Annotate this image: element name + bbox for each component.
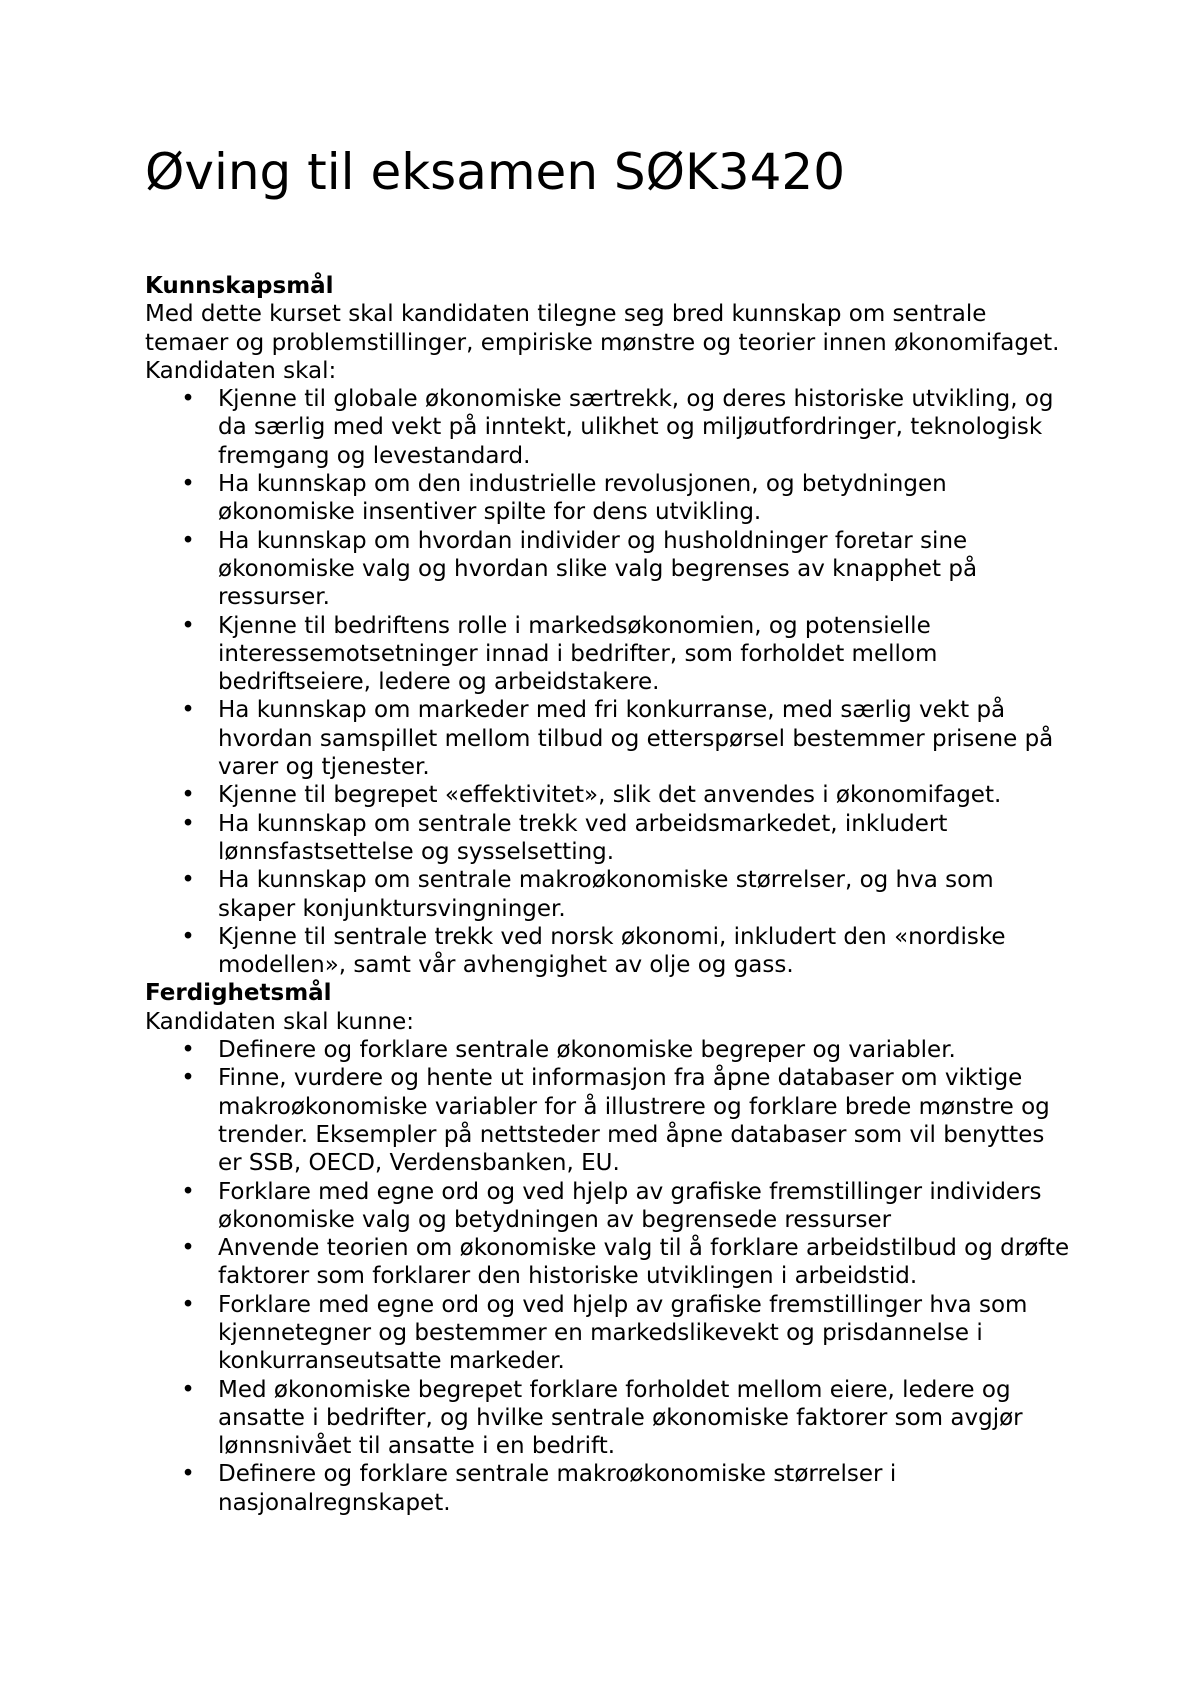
list-item bbox=[181, 810, 1075, 867]
bullet-icon: • bbox=[181, 923, 195, 950]
bullet-icon: • bbox=[181, 1037, 195, 1064]
list-item-text: Kjenne til bedriftens rolle i markedsøkonomien, og potensielle interessemotsetninger innad i bedrifter, som forholdet mellom bedriftseiere, ledere og arbeidstakere. bbox=[218, 612, 938, 696]
list-item-text: Kjenne til begrepet «effektivitet», slik det anvendes i økonomifaget. bbox=[218, 782, 1002, 809]
bullet-icon: • bbox=[181, 386, 195, 413]
list-item-text: Kjenne til globale økonomiske særtrekk, og deres historiske utvikling, og da særlig med vekt på inntekt, ulikhet og miljøutfordringer, teknologisk fremgang og levestandard. bbox=[218, 386, 1054, 469]
knowledge-intro: Med dette kurset skal kandidaten tilegne seg bred kunnskap om sentrale temaer og problemstillinger, empiriske mønstre og teorier innen økonomifaget. Kandidaten skal: bbox=[145, 301, 1060, 384]
list-item bbox=[181, 1064, 1075, 1177]
skills-heading: Ferdighetsmål bbox=[145, 980, 332, 1007]
document-body bbox=[145, 272, 1075, 1517]
page-title: Øving til eksamen SØK3420 bbox=[145, 143, 846, 201]
list-item-text: Forklare med egne ord og ved hjelp av grafiske fremstillinger individers økonomiske valg og betydningen av begrensede ressurser bbox=[218, 1178, 1042, 1233]
list-item-text: Ha kunnskap om hvordan individer og husholdninger foretar sine økonomiske valg og hvordan slike valg begrenses av knapphet på ressurser. bbox=[218, 527, 978, 611]
bullet-icon: • bbox=[181, 1235, 195, 1262]
bullet-icon: • bbox=[181, 612, 195, 639]
bullet-icon: • bbox=[181, 697, 195, 724]
bullet-icon: • bbox=[181, 867, 195, 894]
skills-list bbox=[145, 1036, 1075, 1517]
bullet-icon: • bbox=[181, 782, 195, 809]
skills-intro: Kandidaten skal kunne: bbox=[145, 1008, 415, 1035]
knowledge-list bbox=[145, 385, 1075, 979]
list-item-text: Ha kunnskap om markeder med fri konkurranse, med særlig vekt på hvordan samspillet mellom tilbud og etterspørsel bestemmer prisene på varer og tjenester. bbox=[218, 697, 1054, 781]
bullet-icon: • bbox=[181, 527, 195, 554]
list-item-text: Ha kunnskap om sentrale trekk ved arbeidsmarkedet, inkludert lønnsfastsettelse og sysselsetting. bbox=[218, 810, 948, 865]
list-item bbox=[181, 696, 1075, 781]
bullet-icon: • bbox=[181, 1376, 195, 1403]
list-item bbox=[181, 470, 1075, 527]
list-item bbox=[181, 1178, 1075, 1235]
list-item-text: Finne, vurdere og hente ut informasjon fra åpne databaser om viktige makroøkonomiske variabler for å illustrere og forklare brede mønstre og trender. Eksempler på nettsteder med åpne databaser som vil benyttes er SSB, OECD, Verdensbanken, EU. bbox=[218, 1065, 1050, 1177]
list-item bbox=[181, 1460, 1075, 1517]
list-item-text: Ha kunnskap om sentrale makroøkonomiske størrelser, og hva som skaper konjunktursvingninger. bbox=[218, 867, 994, 922]
bullet-icon: • bbox=[181, 471, 195, 498]
list-item bbox=[181, 781, 1075, 809]
list-item bbox=[181, 1291, 1075, 1376]
list-item-text: Ha kunnskap om den industrielle revolusjonen, og betydningen økonomiske insentiver spilte for dens utvikling. bbox=[218, 471, 947, 526]
list-item bbox=[181, 612, 1075, 697]
list-item bbox=[181, 866, 1075, 923]
list-item bbox=[181, 1234, 1075, 1291]
list-item-text: Anvende teorien om økonomiske valg til å forklare arbeidstilbud og drøfte faktorer som forklarer den historiske utviklingen i arbeidstid. bbox=[218, 1235, 1070, 1290]
bullet-icon: • bbox=[181, 1461, 195, 1488]
knowledge-heading: Kunnskapsmål bbox=[145, 273, 334, 299]
list-item bbox=[181, 923, 1075, 980]
list-item bbox=[181, 527, 1075, 612]
bullet-icon: • bbox=[181, 810, 195, 837]
bullet-icon: • bbox=[181, 1065, 195, 1092]
list-item-text: Definere og forklare sentrale økonomiske begreper og variabler. bbox=[218, 1037, 956, 1064]
list-item bbox=[181, 1376, 1075, 1461]
list-item-text: Forklare med egne ord og ved hjelp av grafiske fremstillinger hva som kjennetegner og bestemmer en markedslikevekt og prisdannelse i konkurranseutsatte markeder. bbox=[218, 1291, 1028, 1375]
bullet-icon: • bbox=[181, 1291, 195, 1318]
bullet-icon: • bbox=[181, 1178, 195, 1205]
list-item bbox=[181, 385, 1075, 470]
list-item bbox=[181, 1036, 1075, 1064]
list-item-text: Definere og forklare sentrale makroøkonomiske størrelser i nasjonalregnskapet. bbox=[218, 1461, 897, 1516]
list-item-text: Kjenne til sentrale trekk ved norsk økonomi, inkludert den «nordiske modellen», samt vår avhengighet av olje og gass. bbox=[218, 923, 1006, 979]
list-item-text: Med økonomiske begrepet forklare forholdet mellom eiere, ledere og ansatte i bedrifter, og hvilke sentrale økonomiske faktorer som avgjør lønnsnivået til ansatte i en bedrift. bbox=[218, 1376, 1023, 1460]
